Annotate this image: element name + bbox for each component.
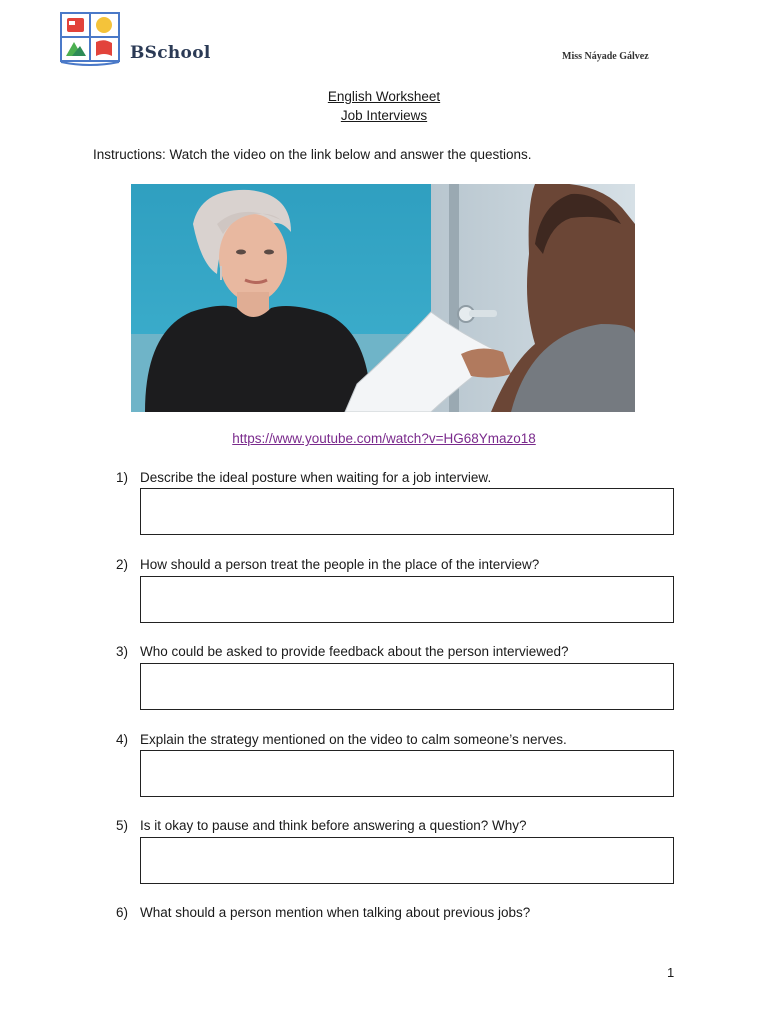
worksheet-subtitle: Job Interviews — [340, 108, 428, 123]
question-3 — [116, 644, 569, 659]
page-number: 1 — [667, 965, 675, 980]
interview-photo — [131, 184, 635, 412]
teacher-name: Miss Náyade Gálvez — [562, 51, 649, 62]
question-number: 1) — [116, 470, 129, 485]
question-text: Explain the strategy mentioned on the video to calm someone’s nerves. — [140, 732, 567, 747]
question-4 — [116, 732, 567, 747]
question-text: How should a person treat the people in the place of the interview? — [140, 557, 540, 572]
question-text: Describe the ideal posture when waiting for a job interview. — [140, 470, 492, 485]
question-number: 2) — [116, 557, 129, 572]
instructions-text: Instructions: Watch the video on the link below and answer the questions. — [93, 147, 532, 162]
question-number: 3) — [116, 644, 129, 659]
brand-name: BSchool — [130, 43, 211, 63]
answer-box-5[interactable] — [140, 837, 674, 884]
question-text: What should a person mention when talking about previous jobs? — [140, 905, 531, 920]
question-number: 5) — [116, 818, 129, 833]
answer-box-3[interactable] — [140, 663, 674, 710]
question-6 — [116, 905, 530, 920]
video-link[interactable]: https://www.youtube.com/watch?v=HG68Ymazo18 — [232, 431, 536, 446]
question-number: 6) — [116, 905, 129, 920]
question-2 — [116, 557, 539, 572]
question-1 — [116, 470, 491, 485]
answer-box-2[interactable] — [140, 576, 674, 623]
answer-box-4[interactable] — [140, 750, 674, 797]
worksheet-title: English Worksheet — [327, 89, 441, 104]
question-text: Who could be asked to provide feedback about the person interviewed? — [140, 644, 569, 659]
question-number: 4) — [116, 732, 129, 747]
question-text: Is it okay to pause and think before answering a question? Why? — [140, 818, 527, 833]
bschool-logo — [60, 12, 122, 66]
question-5 — [116, 818, 526, 833]
answer-box-1[interactable] — [140, 488, 674, 535]
